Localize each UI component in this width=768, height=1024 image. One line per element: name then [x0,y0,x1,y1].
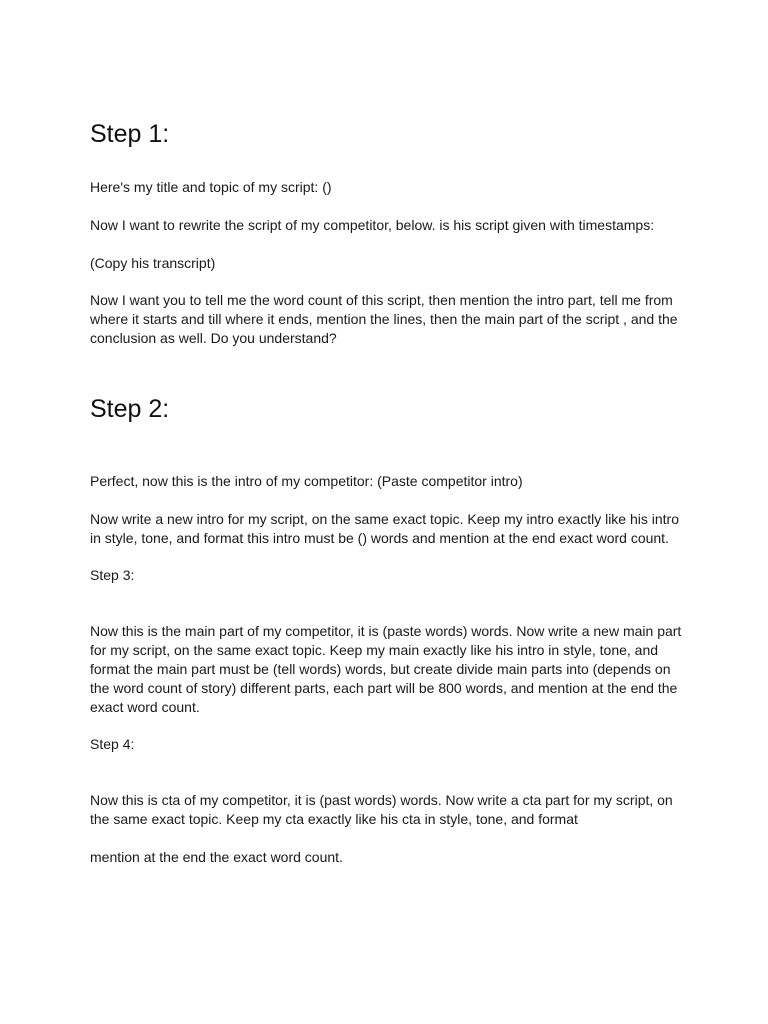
step-1-title-line: Here's my title and topic of my script: () [90,179,332,195]
step-1-transcript-line: (Copy his transcript) [90,255,216,271]
step-2-new-intro-paragraph: Now write a new intro for my script, on the same exact topic. Keep my intro exactly like his intro in style, tone, and format this intro must be () words and mention at the end exact word count. [90,511,680,546]
step-1-word-count-paragraph: Now I want you to tell me the word count of this script, then mention the intro part, tell me from where it starts and till where it ends, mention the lines, then the main part of the script , and the conclusion as well. Do you understand? [90,292,678,346]
step-2-heading: Step 2: [90,395,170,423]
step-1-rewrite-line: Now I want to rewrite the script of my competitor, below. is his script given with timestamps: [90,217,655,233]
step-3-heading: Step 3: [90,567,135,583]
step-1-heading: Step 1: [90,120,170,148]
step-4-cta-paragraph: Now this is cta of my competitor, it is (past words) words. Now write a cta part for my script, on the same exact topic. Keep my cta exactly like his cta in style, tone, and format [90,792,673,827]
step-4-heading: Step 4: [90,736,135,752]
step-3-main-part-paragraph: Now this is the main part of my competitor, it is (paste words) words. Now write a new main part for my script, on the same exact topic. Keep my main exactly like his intro in style, tone, and format the main part must be (tell words) words, but create divide main parts into (depends on the word count of story) different parts, each part will be 800 words, and mention at the end the exact word count. [90,623,682,715]
step-2-intro-line: Perfect, now this is the intro of my competitor: (Paste competitor intro) [90,473,523,489]
step-4-word-count-line: mention at the end the exact word count. [90,849,343,865]
